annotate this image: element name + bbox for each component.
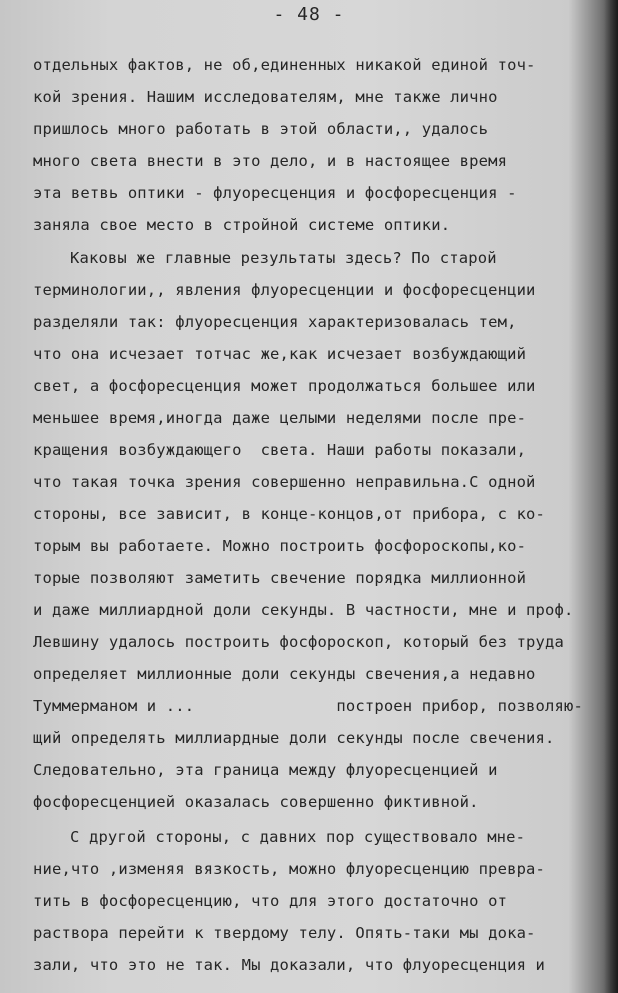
- text-line: С другой стороны, с давних пор существовало мне-: [70, 828, 526, 846]
- text-line: Следовательно, эта граница между флуоресценцией и: [33, 761, 498, 779]
- page-number: - 48 -: [273, 4, 345, 25]
- text-line: заняла свое место в стройной системе оптики.: [33, 216, 451, 234]
- text-line: Туммерманом и ... построен прибор, позволяю-: [33, 697, 583, 715]
- text-line: свет, а фосфоресценция может продолжаться большее или: [33, 377, 536, 395]
- text-line: терминологии,, явления флуоресценции и фосфоресценции: [33, 281, 536, 299]
- page-edge-shadow: [604, 0, 618, 993]
- text-line: Каковы же главные результаты здесь? По старой: [70, 249, 497, 267]
- text-line: стороны, все зависит, в конце-концов,от прибора, с ко-: [33, 505, 546, 523]
- text-line: что такая точка зрения совершенно неправильна.С одной: [33, 473, 536, 491]
- text-line: кращения возбуждающего света. Наши работы показали,: [33, 441, 527, 459]
- text-line: ние,что ,изменяя вязкость, можно флуоресценцию превра-: [33, 860, 546, 878]
- text-line: зали, что это не так. Мы доказали, что флуоресценция и: [33, 956, 546, 974]
- text-line: отдельных фактов, не об,единенных никакой единой точ-: [33, 56, 536, 74]
- text-line: много света внести в это дело, и в настоящее время: [33, 152, 508, 170]
- text-line: кой зрения. Нашим исследователям, мне также лично: [33, 88, 498, 106]
- text-line: пришлось много работать в этой области,, удалось: [33, 120, 489, 138]
- text-line: торым вы работаете. Можно построить фосфороскопы,ко-: [33, 537, 527, 555]
- text-line: что она исчезает тотчас же,как исчезает возбуждающий: [33, 345, 527, 363]
- text-line: фосфоресценцией оказалась совершенно фиктивной.: [33, 793, 479, 811]
- text-line: тить в фосфоресценцию, что для этого достаточно от: [33, 892, 508, 910]
- text-line: раствора перейти к твердому телу. Опять-таки мы дока-: [33, 924, 536, 942]
- text-line: эта ветвь оптики - флуоресценция и фосфоресценция -: [33, 184, 517, 202]
- text-line: щий определять миллиардные доли секунды после свечения.: [33, 729, 555, 747]
- text-line: Левшину удалось построить фосфороскоп, который без труда: [33, 633, 564, 651]
- text-line: разделяли так: флуоресценция характеризовалась тем,: [33, 313, 517, 331]
- text-line: и даже миллиардной доли секунды. В частности, мне и проф.: [33, 601, 574, 619]
- text-line: определяет миллионные доли секунды свечения,а недавно: [33, 665, 536, 683]
- text-line: меньшее время,иногда даже целыми неделями после пре-: [33, 409, 527, 427]
- text-line: торые позволяют заметить свечение порядка миллионной: [33, 569, 527, 587]
